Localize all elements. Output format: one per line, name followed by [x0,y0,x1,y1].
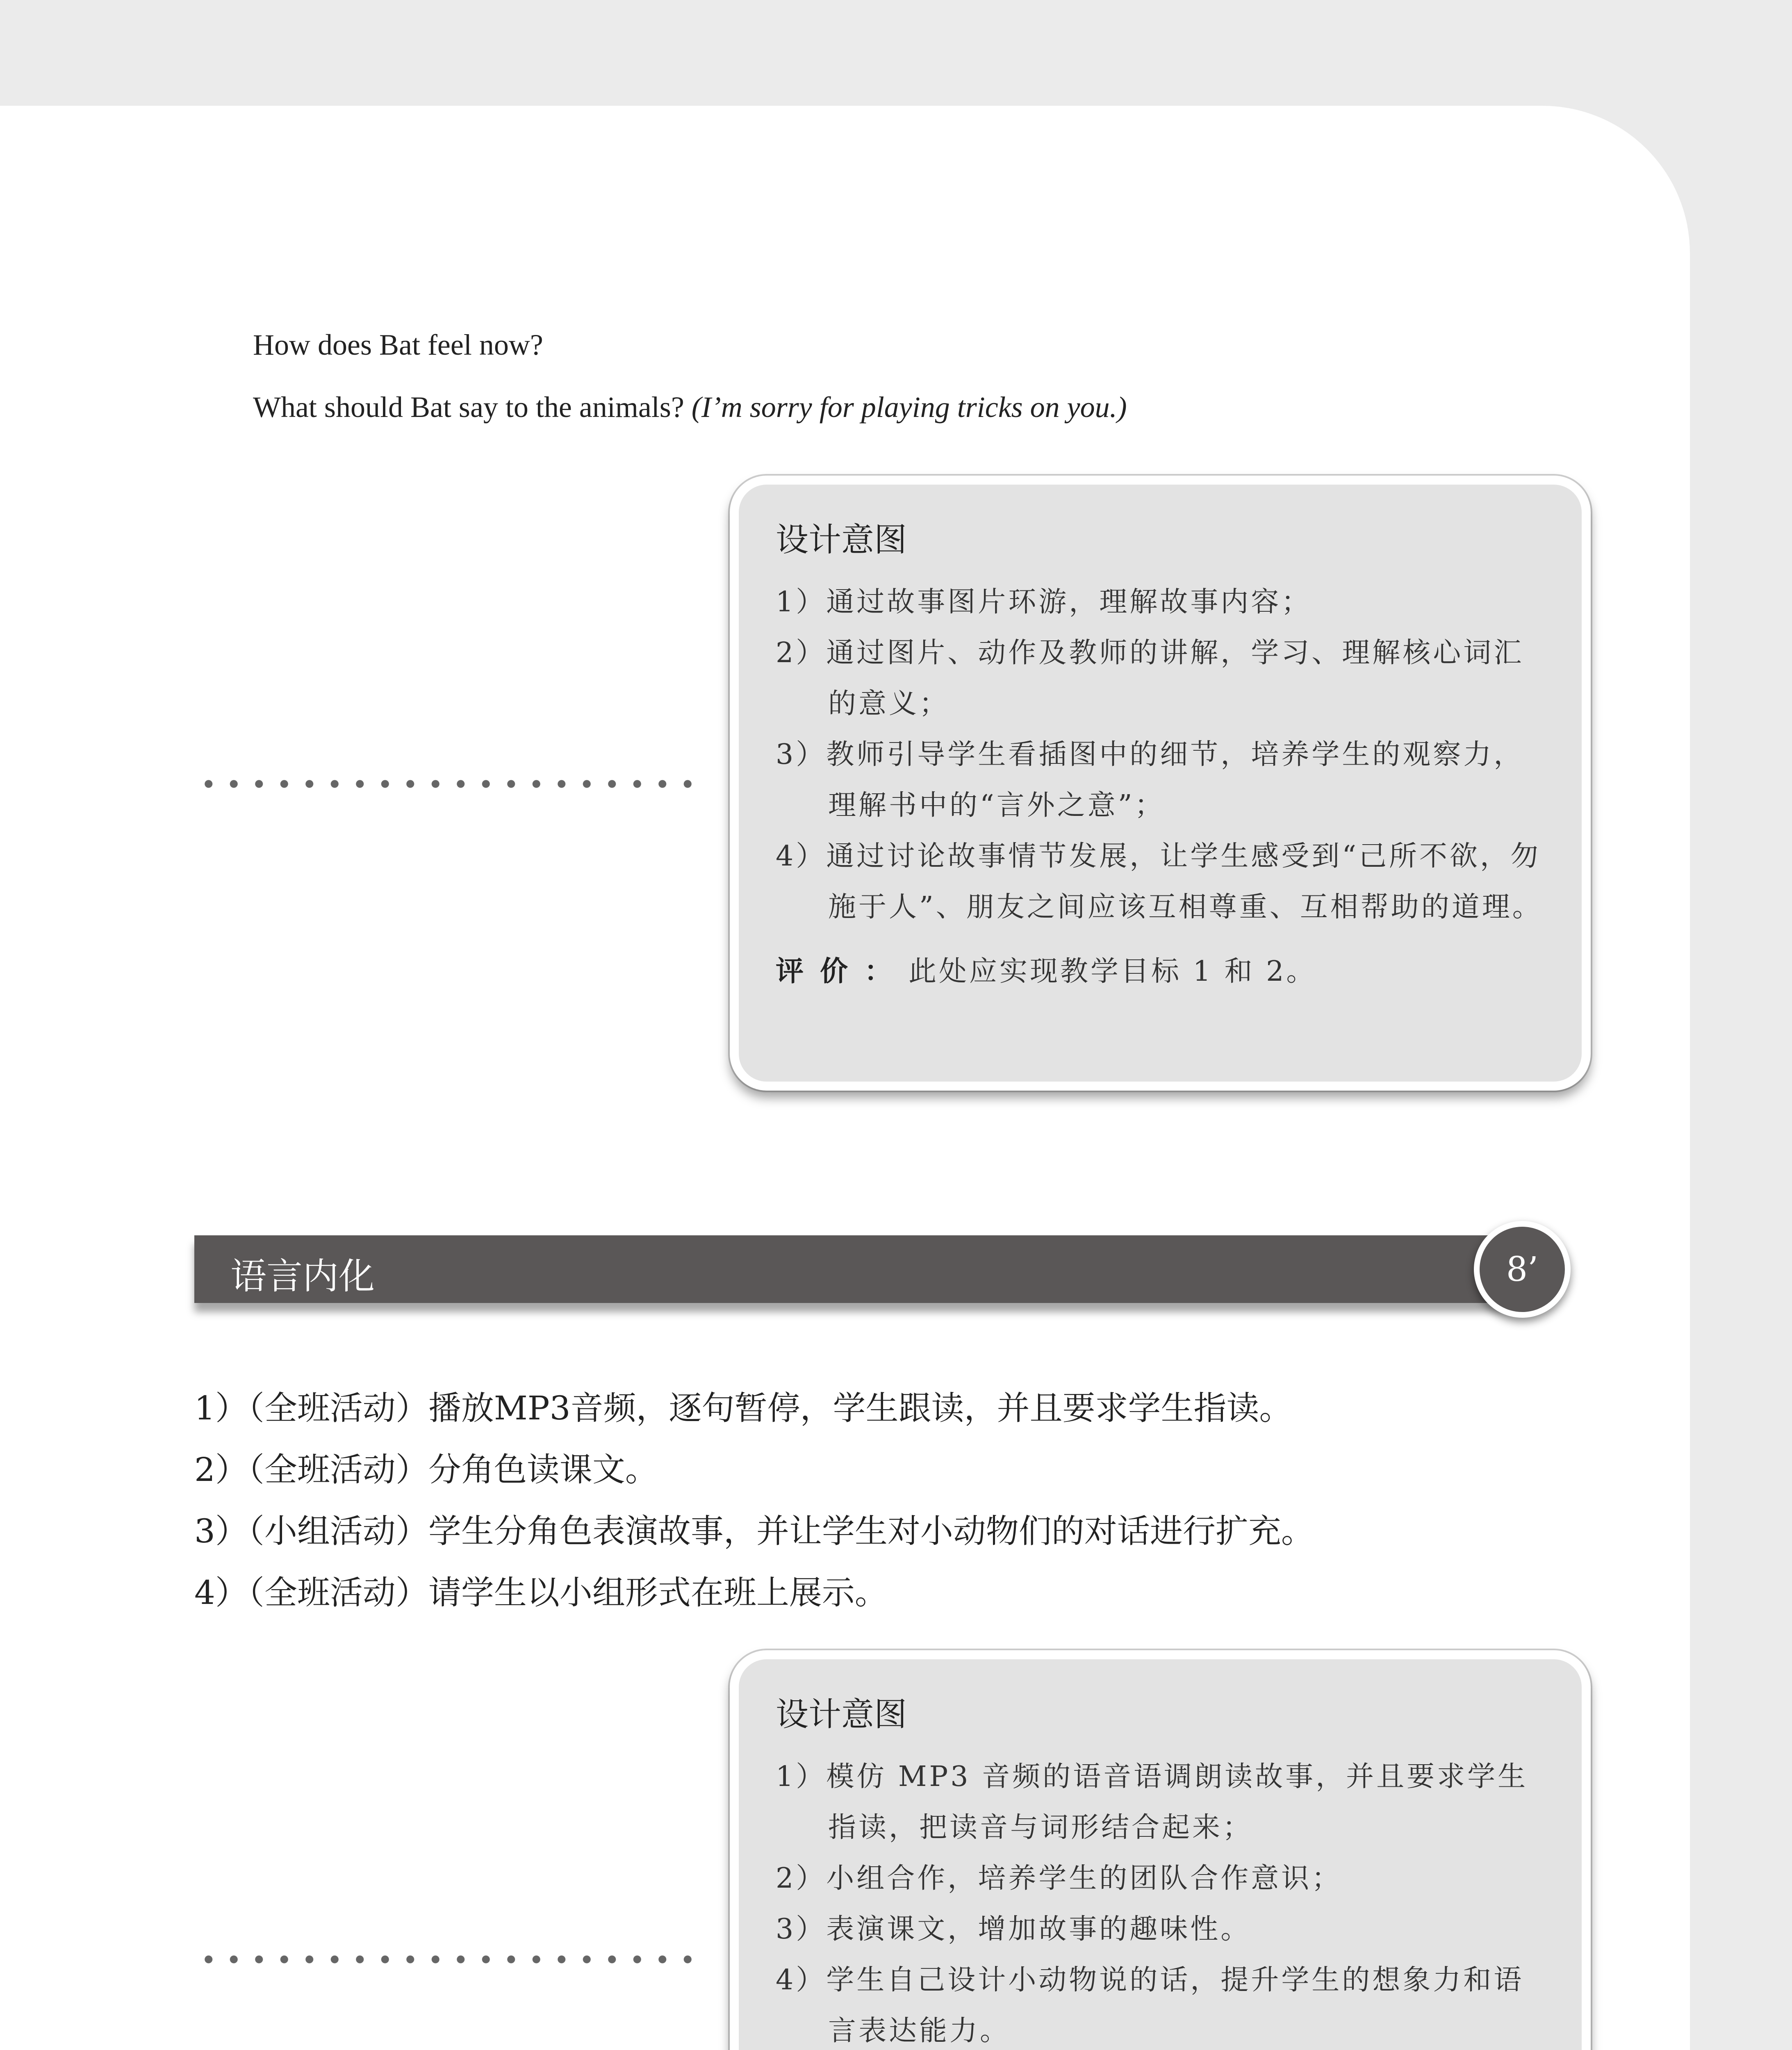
evaluation-line [776,949,1545,989]
time-badge: 8’ [1474,1221,1571,1318]
design-intent-item: 4）学生自己设计小动物说的话，提升学生的想象力和语言表达能力。 [776,1964,1524,2047]
evaluation-text: 此处应实现教学目标 1 和 2。 [909,955,1317,988]
design-intent-item: 2）小组合作，培养学生的团队合作意识； [776,1862,1342,1895]
activity-item: 2）（全班活动）分角色读课文。 [194,1451,658,1489]
activity-item: 3）（小组活动）学生分角色表演故事，并让学生对小动物们的对话进行扩充。 [194,1512,1314,1550]
activity-item: 4）（全班活动）请学生以小组形式在班上展示。 [194,1574,888,1612]
design-intent-title: 设计意图 [776,521,907,559]
design-intent-box-2 [730,1650,1591,2050]
design-intent-item: 1）模仿 MP3 音频的语音语调朗读故事，并且要求学生指读，把读音与词形结合起来； [776,1761,1528,1844]
section-title: 语言内化 [230,1255,375,1297]
question-2 [253,390,1127,424]
dotted-leader-2 [196,1954,700,1964]
design-intent-title: 设计意图 [776,1695,907,1733]
design-intent-item: 3）表演课文，增加故事的趣味性。 [776,1913,1251,1945]
question-2-answer: (I’m sorry for playing tricks on you.) [691,391,1127,424]
design-intent-item: 2）通过图片、动作及教师的讲解，学习、理解核心词汇的意义； [776,637,1524,720]
section-header-bar [194,1235,1523,1303]
evaluation-label: 评价： [776,955,909,988]
question-2-text: What should Bat say to the animals? [253,391,684,424]
design-intent-item: 4）通过讨论故事情节发展，让学生感受到“己所不欲，勿施于人”、朋友之间应该互相尊重、互相帮助的道理。 [776,840,1543,923]
dotted-leader-1 [196,779,700,789]
question-1: How does Bat feel now? [253,328,543,361]
design-intent-item: 3）教师引导学生看插图中的细节，培养学生的观察力，理解书中的“言外之意”； [776,738,1524,822]
activity-item: 1）（全班活动）播放MP3音频，逐句暂停，学生跟读，并且要求学生指读。 [194,1389,1292,1427]
design-intent-item: 1）通过故事图片环游，理解故事内容； [776,586,1312,618]
design-intent-box-1 [730,476,1591,1091]
